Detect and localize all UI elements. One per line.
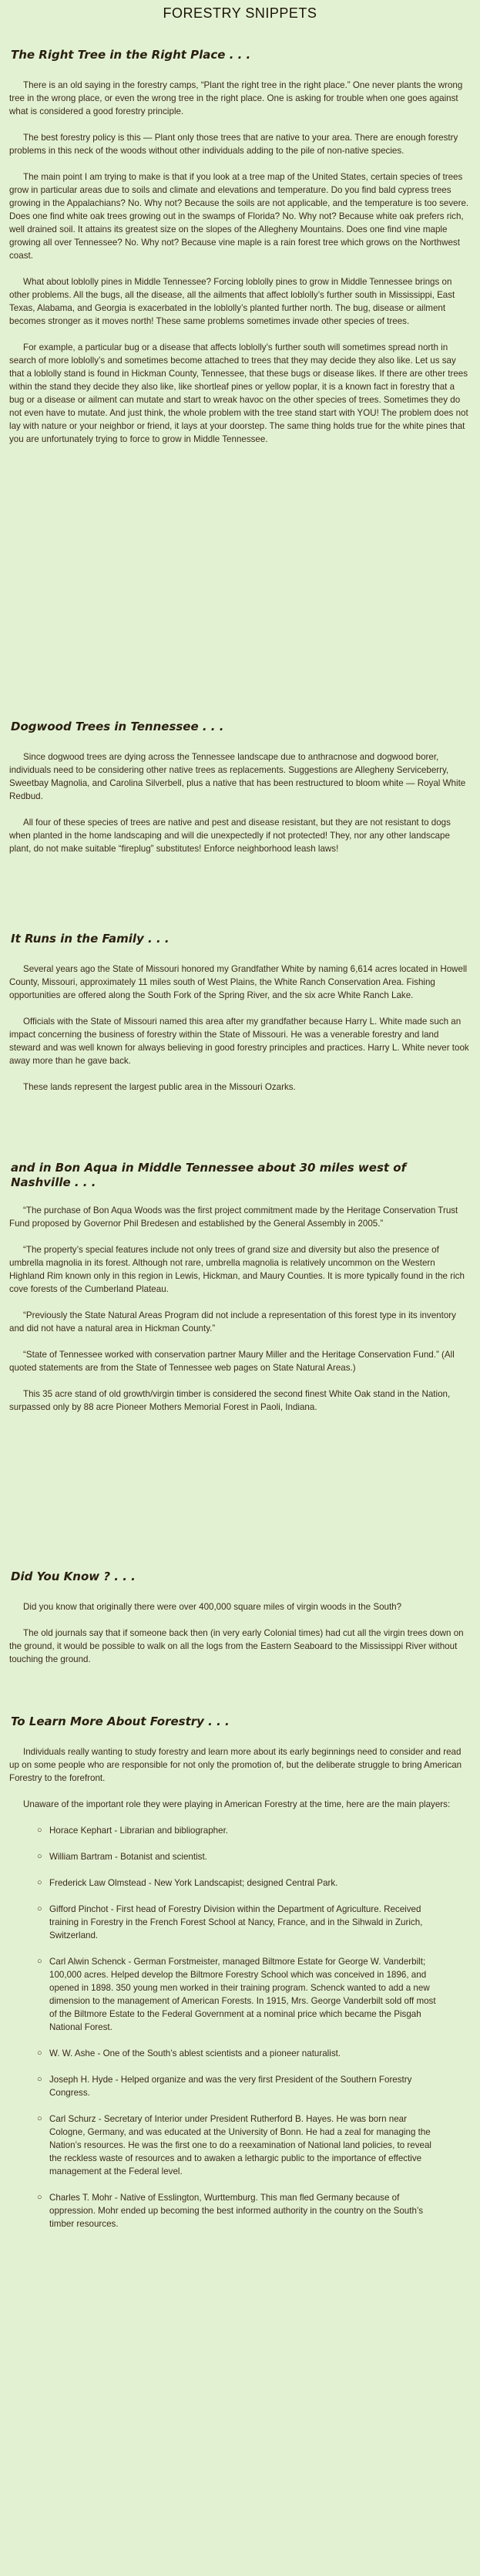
- list-item-text: Frederick Law Olmstead - New York Landscapist; designed Central Park.: [49, 1878, 338, 1888]
- section-bon-aqua: [0, 1161, 480, 1414]
- list-item: [37, 1876, 443, 1890]
- paragraph: The old journals say that if someone back then (in very early Colonial times) had cut all the virgin trees down on the ground, it would be possible to walk on all the logs from the Eastern Seaboard to the Mississippi River without touching the ground.: [9, 1628, 464, 1664]
- section-heading: and in Bon Aqua in Middle Tennessee about 30 miles west of Nashville . . .: [11, 1161, 407, 1189]
- section-did-you-know: [0, 1570, 480, 1666]
- circle-bullet-icon: ○: [37, 2114, 42, 2123]
- list-item: [37, 2047, 443, 2060]
- paragraph: “The purchase of Bon Aqua Woods was the first project commitment made by the Heritage Conservation Trust Fund proposed by Governor Phil Bredesen and established by the General Assembly in 2005.”: [9, 1205, 458, 1229]
- paragraph: Unaware of the important role they were playing in American Forestry at the time, here are the main players:: [23, 1799, 451, 1809]
- paragraph: “The property’s special features include not only trees of grand size and diversity but also the presence of umbrella magnolia in its forest. Although not rare, umbrella magnolia is relatively uncommon on the Western Highland Rim known only in this region in Lewis, Hickman, and Maury Counties. It is more typically found in the rich cove forests of the Cumberland Plateau.: [9, 1245, 465, 1294]
- circle-bullet-icon: ○: [37, 2193, 42, 2202]
- paragraph: “State of Tennessee worked with conservation partner Maury Miller and the Heritage Conservation Fund.” (All quoted statements are from the State of Tennessee web pages on State Natural Areas.): [9, 1350, 455, 1373]
- section-heading: The Right Tree in the Right Place . . .: [11, 48, 251, 62]
- list-item: [37, 1824, 443, 1837]
- circle-bullet-icon: ○: [37, 2075, 42, 2084]
- paragraph: Several years ago the State of Missouri honored my Grandfather White by naming 6,614 acres located in Howell County, Missouri, approximately 11 miles south of West Plains, the White Ranch Conservation Area. Fishing opportunities are offered along the South Fork of the Spring River, and the six acre White Ranch Lake.: [9, 964, 468, 1000]
- paragraph: Did you know that originally there were over 400,000 square miles of virgin woods in the South?: [23, 1602, 402, 1612]
- paragraph: Since dogwood trees are dying across the Tennessee landscape due to anthracnose and dogwood borer, individuals need to be considering other native trees as replacements. Suggestions are Allegheny Serviceberry, Sweetbay Magnolia, and Carolina Silverbell, plus a native that has been restructured to bloom white — Royal White Redbud.: [9, 752, 466, 801]
- section-right-tree: [0, 48, 480, 446]
- list-item: [37, 1955, 443, 2034]
- list-item-text: Gifford Pinchot - First head of Forestry Division within the Department of Agriculture. Received training in Forestry in the French Forest School at Nancy, France, and in the Sihwald in Zurich, Switzerland.: [49, 1904, 423, 1940]
- list-item-text: W. W. Ashe - One of the South’s ablest scientists and a pioneer naturalist.: [49, 2048, 341, 2058]
- list-item: [37, 2073, 443, 2099]
- forestry-pioneers-list: [0, 1824, 480, 2230]
- list-item: [37, 1850, 443, 1863]
- list-item-text: Carl Alwin Schenck - German Forstmeister, managed Biltmore Estate for George W. Vanderbilt; 100,000 acres. Helped develop the Biltmore Forestry School which was conceived in 1896, and opened in 1898. 350 young men worked in their training program. Schenck wanted to add a new dimension to the management of American Forests. In 1915, Mrs. George Vanderbilt sold off most of the Biltmore Estate to the Federal Government at a nominal price which became the Pisgah National Forest.: [49, 1957, 436, 2032]
- section-heading: It Runs in the Family . . .: [11, 932, 170, 946]
- circle-bullet-icon: ○: [37, 1957, 42, 1966]
- paragraph: This 35 acre stand of old growth/virgin timber is considered the second finest White Oak stand in the Nation, surpassed only by 88 acre Pioneer Mothers Memorial Forest in Paoli, Indiana.: [9, 1389, 451, 1412]
- page-title: FORESTRY SNIPPETS: [163, 5, 317, 21]
- paragraph: The best forestry policy is this — Plant only those trees that are native to your area. There are enough forestry problems in this neck of the woods without other individuals adding to the pile of non-native species.: [9, 133, 458, 156]
- list-item: [37, 2191, 443, 2230]
- list-item-text: Carl Schurz - Secretary of Interior under President Rutherford B. Hayes. He was born near Cologne, Germany, and was educated at the University of Bonn. He had a zeal for managing the Nation’s resources. He was the first one to do a reexamination of National land policies, to reveal the reckless waste of resources and to awaken a lethargic public to the importance of effective management at the Federal level.: [49, 2114, 432, 2176]
- list-item: [37, 2112, 443, 2178]
- section-heading: To Learn More About Forestry . . .: [11, 1715, 230, 1728]
- list-item-text: William Bartram - Botanist and scientist.: [49, 1852, 207, 1862]
- list-item-text: Charles T. Mohr - Native of Esslington, Wurttemburg. This man fled Germany because of oppression. Mohr ended up becoming the best informed authority in the country on the South’s timber resources.: [49, 2193, 424, 2229]
- paragraph: These lands represent the largest public area in the Missouri Ozarks.: [23, 1082, 296, 1092]
- section-learn-more: [0, 1715, 480, 2230]
- section-heading: Dogwood Trees in Tennessee . . .: [11, 720, 224, 733]
- section-heading: Did You Know ? . . .: [11, 1570, 136, 1583]
- list-item: [37, 1903, 443, 1942]
- paragraph: For example, a particular bug or a disease that affects loblolly’s further south will sometimes spread north in search of more loblolly’s and sometimes become attached to trees that they may decide they also like. Let us say that a loblolly stand is found in Hickman County, Tennessee, that these bugs or disease likes. If there are other trees within the stand they decide they also like, like shortleaf pines or yellow poplar, it is a known fact in forestry that a bug or a disease or ailment can mutate and start to wreak havoc on the other species of trees. Sometimes they do not even have to mutate. And just think, the whole problem with the tree stand start with YOU! The problem does not lay with nature or your neighbor or friend, it lays at your doorstep. The same thing holds true for the white pines that you are unfortunately trying to force to grow in Middle Tennessee.: [9, 342, 468, 444]
- paragraph: There is an old saying in the forestry camps, “Plant the right tree in the right place.” One never plants the wrong tree in the wrong place, or even the wrong tree in the right place. One is asking for trouble when one goes against what is considered a good forestry principle.: [9, 80, 463, 116]
- circle-bullet-icon: ○: [37, 2048, 42, 2058]
- circle-bullet-icon: ○: [37, 1904, 42, 1913]
- circle-bullet-icon: ○: [37, 1826, 42, 1835]
- paragraph: All four of these species of trees are native and pest and disease resistant, but they are not resistant to dogs when planted in the home landscaping and will die unexpectedly if not protected! They, nor any other landscape plant, do not make suitable “fireplug” substitutes! Enforce neighborhood leash laws!: [9, 818, 451, 854]
- section-dogwood: [0, 720, 480, 855]
- list-item-text: Horace Kephart - Librarian and bibliographer.: [49, 1826, 229, 1836]
- paragraph: The main point I am trying to make is that if you look at a tree map of the United States, certain species of trees grow in particular areas due to soils and climate and elevations and temperature. Do you find bald cypress trees growing in the Appalachians? No. Why not? Because the soils are not applicable, and the temperature is too severe. Does one find white oak trees growing out in the swamps of Florida? No. Why not? Because white oak prefers rich, well drained soil. It attains its greatest size on the slopes of the Allegheny Mountains. Does one find vine maple growing all over Tennessee? No. Why not? Because vine maple is a rain forest tree which grows on the Northwest coast.: [9, 172, 469, 261]
- paragraph: “Previously the State Natural Areas Program did not include a representation of this forest type in its inventory and did not have a natural area in Hickman County.”: [9, 1310, 456, 1334]
- list-item-text: Joseph H. Hyde - Helped organize and was the very first President of the Southern Forestry Congress.: [49, 2075, 412, 2098]
- paragraph: Individuals really wanting to study forestry and learn more about its early beginnings need to consider and read up on some people who are responsible for not only the promotion of, but the deliberate struggle to bring American Forestry to the forefront.: [9, 1747, 462, 1783]
- paragraph: Officials with the State of Missouri named this area after my grandfather because Harry L. White made such an impact concerning the business of forestry within the State of Missouri. He was a venerable forestry and land steward and was well known for always believing in good forestry principles and practices. Harry L. White never took away more than he gave back.: [9, 1017, 469, 1066]
- circle-bullet-icon: ○: [37, 1852, 42, 1861]
- paragraph: What about loblolly pines in Middle Tennessee? Forcing loblolly pines to grow in Middle Tennessee brings on other problems. All the bugs, all the disease, all the ailments that affect loblolly’s further south in Mississippi, East Texas, Alabama, and Georgia is exacerbated in the loblolly’s planted further north. The bug, disease or ailment becomes stronger as it moves north! These same problems sometimes invade other species of trees.: [9, 277, 455, 326]
- circle-bullet-icon: ○: [37, 1878, 42, 1887]
- section-family: [0, 932, 480, 1094]
